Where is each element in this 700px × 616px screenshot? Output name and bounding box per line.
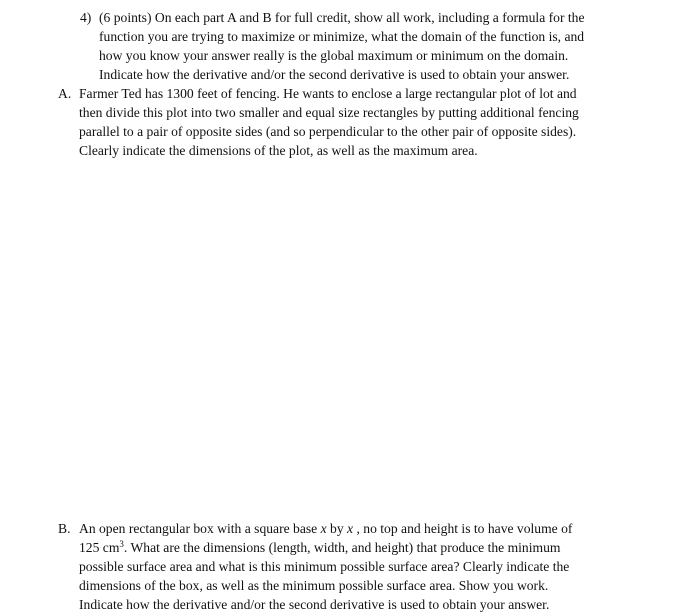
part-b-text-3: . What are the dimensions (length, width, and height) that produce the minimum possible surface area and what is this minimum possible surface area? Clearly indicate the dimensions of the box, as well as the minimum possible surface area. Show you work. Indicate how the derivative and/or the second derivative is used to obtain your answer. bbox=[79, 540, 570, 612]
part-a bbox=[0, 84, 700, 164]
part-b-text-by: by bbox=[326, 521, 348, 536]
question-instructions: (6 points) On each part A and B for full credit, show all work, including a formula for the function you are trying to maximize or minimize, what the domain of the function is, and how you know your answer really is the global maximum or minimum on the domain. Indicate how the derivative and/or the second derivative is used to obtain your answer. bbox=[99, 10, 585, 82]
superscript-cubed: 3 bbox=[119, 539, 124, 549]
part-b-text bbox=[79, 519, 584, 614]
variable-x-2: x bbox=[347, 521, 354, 536]
variable-x-1: x bbox=[320, 521, 327, 536]
question-number: 4) bbox=[80, 10, 92, 25]
part-b-text-1: An open rectangular box with a square base bbox=[79, 521, 321, 536]
part-b bbox=[0, 519, 700, 614]
part-b-text-2: , no top and height is to have volume of 125 cm bbox=[79, 521, 573, 555]
part-a-text: Farmer Ted has 1300 feet of fencing. He wants to enclose a large rectangular plot of lot and then divide this plot into two smaller and equal size rectangles by putting additional fencing parallel to a pair of opposite sides (and so perpendicular to the other pair of opposite sides). Clearly indicate the dimensions of the plot, as well as the maximum area. bbox=[79, 86, 579, 158]
part-b-label: B. bbox=[58, 521, 71, 536]
part-a-label: A. bbox=[58, 86, 72, 101]
question-4 bbox=[0, 8, 700, 88]
